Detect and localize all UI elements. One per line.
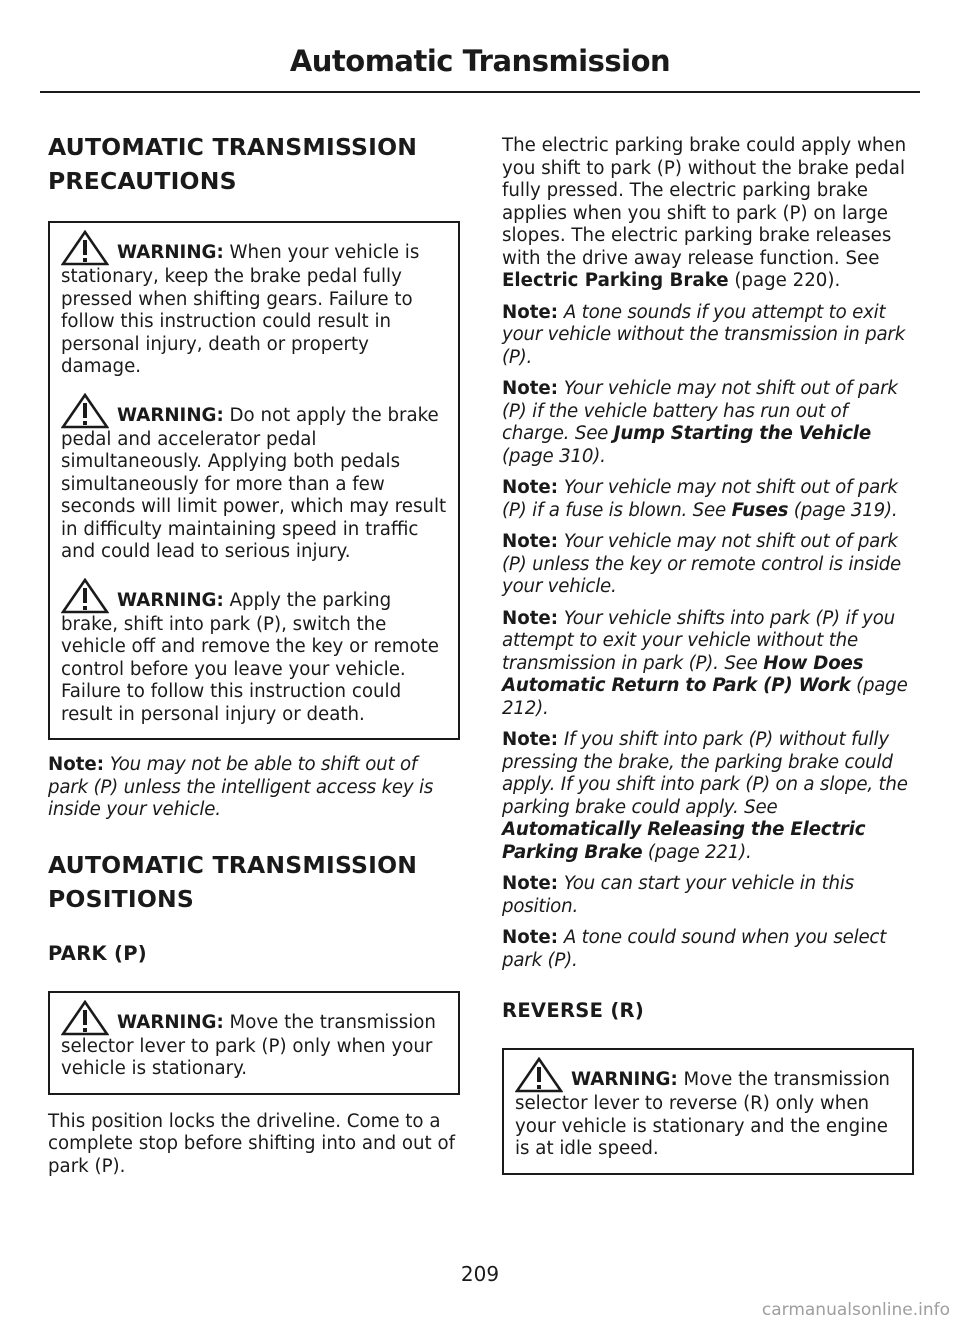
note-label: Note: — [502, 607, 559, 629]
page-reference: (page 220). — [728, 270, 841, 291]
heading-line: AUTOMATIC TRANSMISSION — [48, 850, 418, 879]
warning-label: WARNING: — [117, 404, 224, 426]
right-column — [502, 135, 914, 1175]
warning-triangle-icon — [61, 393, 109, 429]
warning-triangle-icon — [515, 1057, 563, 1093]
cross-reference-link[interactable]: Automatically Releasing the Electric Parking Brake — [502, 819, 866, 863]
note-intelligent-key — [48, 754, 460, 822]
park-paragraph: This position locks the driveline. Come to a complete stop before shifting into and out of park (P). — [48, 1110, 455, 1177]
note-item — [502, 608, 914, 721]
park-warning-box — [48, 991, 460, 1095]
cross-reference-link[interactable]: Jump Starting the Vehicle — [613, 423, 871, 444]
note-text: A tone could sound when you select park (P). — [502, 927, 887, 971]
warning-label: WARNING: — [117, 589, 224, 611]
cross-reference-link[interactable]: How Does Automatic Return to Park (P) Work — [502, 652, 864, 696]
heading-line: POSITIONS — [48, 884, 195, 913]
note-item — [502, 302, 914, 370]
note-label: Note: — [502, 378, 559, 399]
header-rule — [40, 91, 920, 93]
warning-label: WARNING: — [117, 242, 224, 263]
warning-triangle-icon — [61, 230, 109, 266]
note-label: Note: — [502, 301, 559, 323]
paragraph-text: The electric parking brake could apply when you shift to park (P) without the brake pedal fully pressed. The electric parking brake applies when you shift to park (P) on large slopes. The electric parking brake releases with the drive away release function. See — [502, 135, 907, 269]
note-item — [502, 477, 914, 522]
note-label: Note: — [502, 729, 559, 750]
page-title: Automatic Transmission — [289, 44, 671, 78]
note-text: You may not be able to shift out of park (P) unless the intelligent access key is inside your vehicle. — [48, 754, 434, 820]
left-column — [48, 132, 460, 1178]
note-text: Your vehicle may not shift out of park (P) if the vehicle battery has run out of charge. See Jump Starting the Vehicle (page 310). — [502, 378, 898, 467]
note-text: A tone sounds if you attempt to exit your vehicle without the transmission in park (P). — [502, 301, 906, 368]
park-heading: PARK (P) — [48, 941, 148, 965]
cross-reference-link[interactable]: Electric Parking Brake — [502, 270, 729, 291]
warning-item — [61, 393, 448, 564]
note-item — [502, 873, 914, 918]
note-label: Note: — [502, 873, 559, 894]
epb-paragraph — [502, 135, 914, 293]
warning-label: WARNING: — [117, 1011, 224, 1033]
heading-line: PRECAUTIONS — [48, 167, 237, 195]
positions-heading — [48, 850, 460, 915]
warning-text: Apply the parking brake, shift into park (P), switch the vehicle off and remove the key or remote control before you leave your vehicle. Failure to follow this instruction could result in personal injury or death. — [61, 589, 439, 725]
warning-triangle-icon — [61, 578, 109, 614]
warning-text: Move the transmission selector lever to reverse (R) only when your vehicle is stationary and the engine is at idle speed. — [515, 1069, 890, 1159]
note-label: Note: — [502, 531, 559, 552]
note-text: Your vehicle shifts into park (P) if you attempt to exit your vehicle without the transmission in park (P). See How Does Automatic Return to Park (P) Work (page 212). — [502, 607, 908, 719]
note-item — [502, 531, 914, 599]
note-label: Note: — [502, 927, 559, 948]
watermark: carmanualsonline.info — [761, 1300, 950, 1320]
note-item — [502, 378, 914, 468]
warning-item — [61, 578, 448, 727]
note-text: You can start your vehicle in this position. — [502, 873, 854, 917]
note-item — [502, 927, 914, 972]
note-text: Your vehicle may not shift out of park (P) if a fuse is blown. See Fuses (page 319). — [502, 477, 898, 521]
note-text: Your vehicle may not shift out of park (P) unless the key or remote control is inside your vehicle. — [502, 531, 902, 597]
note-text: If you shift into park (P) without fully pressing the brake, the parking brake could apply. If you shift into park (P) on a slope, the parking brake could apply. See Automatically Releasing the Electric Parking Brake (page 221). — [502, 729, 908, 863]
reverse-warning-box — [502, 1048, 914, 1175]
note-label: Note: — [48, 754, 105, 775]
warning-text: Move the transmission selector lever to park (P) only when your vehicle is stationary. — [61, 1011, 436, 1079]
warning-triangle-icon — [61, 1000, 109, 1036]
warning-text: When your vehicle is stationary, keep the brake pedal fully pressed when shifting gears. Failure to follow this instruction could result in personal injury, death or property damage. — [61, 242, 420, 377]
note-item — [502, 729, 914, 864]
warning-item — [61, 230, 448, 379]
heading-line: AUTOMATIC TRANSMISSION — [48, 133, 418, 161]
warning-label: WARNING: — [571, 1069, 678, 1090]
note-label: Note: — [502, 477, 559, 498]
reverse-heading: REVERSE (R) — [502, 999, 645, 1022]
precautions-warning-box — [48, 221, 460, 740]
cross-reference-link[interactable]: Fuses — [731, 499, 789, 521]
precautions-heading — [48, 132, 460, 197]
page-number: 209 — [460, 1262, 500, 1286]
warning-text: Do not apply the brake pedal and accelerator pedal simultaneously. Applying both pedals simultaneously for more than a few seconds will limit power, which may result in difficulty maintaining speed in traffic and could lead to serious injury. — [61, 404, 447, 562]
